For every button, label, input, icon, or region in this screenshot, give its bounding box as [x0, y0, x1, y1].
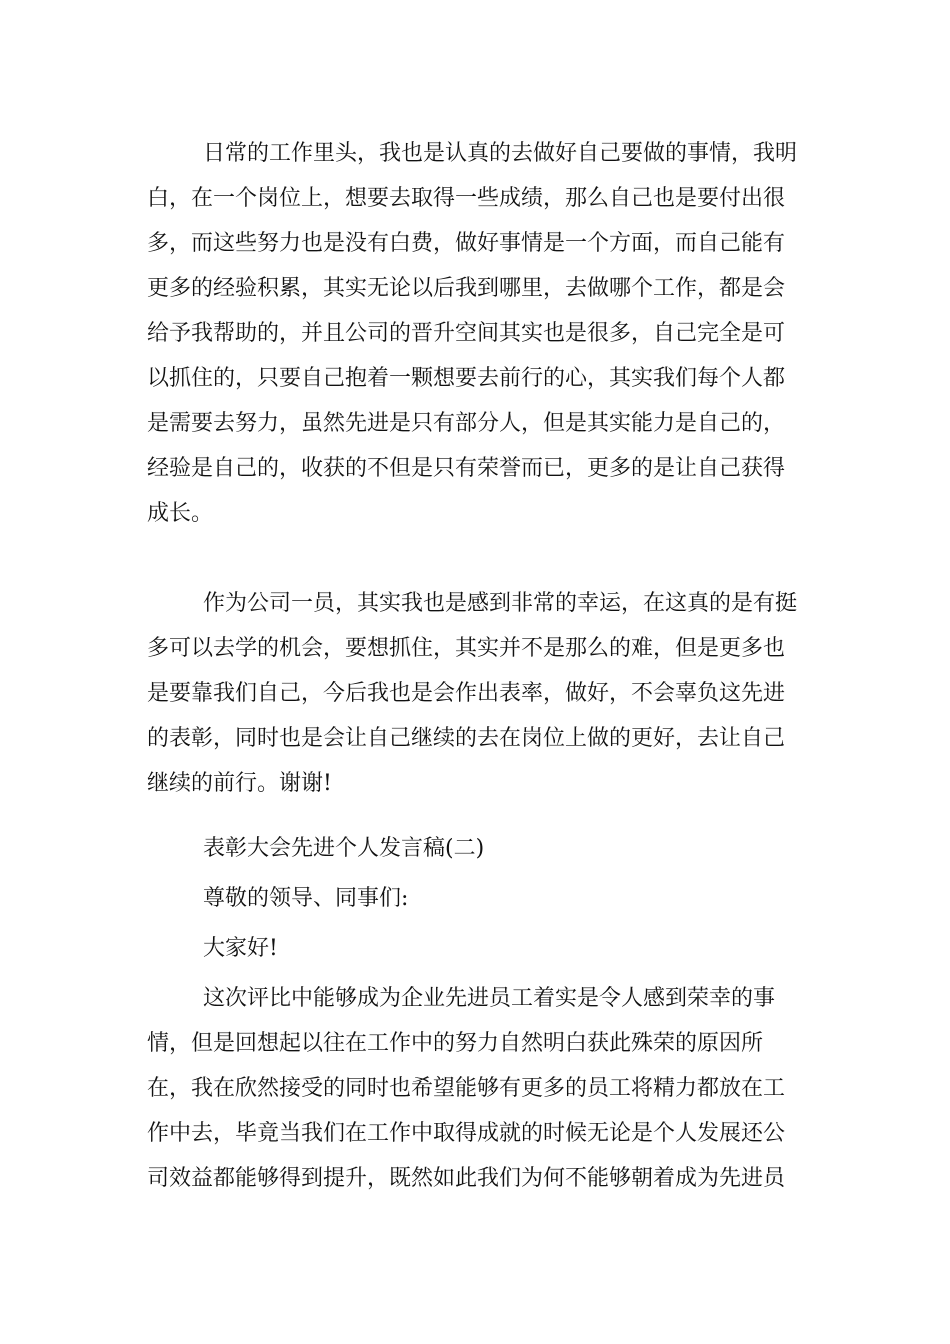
paragraph-3-line-5: 司效益都能够得到提升，既然如此我们为何不能够朝着成为先进员 [147, 1166, 786, 1191]
paragraph-1-line-2: 白，在一个岗位上，想要去取得一些成绩，那么自己也是要付出很 [147, 186, 786, 211]
salutation-line: 尊敬的领导、同事们: [203, 886, 409, 911]
greeting-line: 大家好! [203, 936, 278, 961]
paragraph-1-line-9: 成长。 [147, 501, 214, 526]
speech-title: 表彰大会先进个人发言稿(二) [203, 836, 485, 861]
paragraph-3-line-2: 情，但是回想起以往在工作中的努力自然明白获此殊荣的原因所 [147, 1031, 764, 1056]
paragraph-2-line-3: 是要靠我们自己，今后我也是会作出表率，做好，不会辜负这先进 [147, 681, 786, 706]
paragraph-1-line-3: 多，而这些努力也是没有白费，做好事情是一个方面，而自己能有 [147, 231, 786, 256]
paragraph-1-line-5: 给予我帮助的，并且公司的晋升空间其实也是很多，自己完全是可 [147, 321, 786, 346]
paragraph-2-line-2: 多可以去学的机会，要想抓住，其实并不是那么的难，但是更多也 [147, 636, 786, 661]
paragraph-3-line-1: 这次评比中能够成为企业先进员工着实是令人感到荣幸的事 [203, 986, 776, 1011]
paragraph-1-line-4: 更多的经验积累，其实无论以后我到哪里，去做哪个工作，都是会 [147, 276, 786, 301]
paragraph-2-line-4: 的表彰，同时也是会让自己继续的去在岗位上做的更好，去让自己 [147, 726, 786, 751]
paragraph-3-line-3: 在，我在欣然接受的同时也希望能够有更多的员工将精力都放在工 [147, 1076, 786, 1101]
paragraph-2-line-1: 作为公司一员，其实我也是感到非常的幸运，在这真的是有挺 [203, 591, 798, 616]
paragraph-1-line-8: 经验是自己的，收获的不但是只有荣誉而已，更多的是让自己获得 [147, 456, 786, 481]
paragraph-1-line-1: 日常的工作里头，我也是认真的去做好自己要做的事情，我明 [203, 141, 798, 166]
paragraph-2-line-5: 继续的前行。谢谢! [147, 771, 332, 796]
paragraph-3-line-4: 作中去，毕竟当我们在工作中取得成就的时候无论是个人发展还公 [147, 1121, 786, 1146]
paragraph-1-line-6: 以抓住的，只要自己抱着一颗想要去前行的心，其实我们每个人都 [147, 366, 786, 391]
paragraph-1-line-7: 是需要去努力，虽然先进是只有部分人，但是其实能力是自己的， [147, 411, 786, 436]
